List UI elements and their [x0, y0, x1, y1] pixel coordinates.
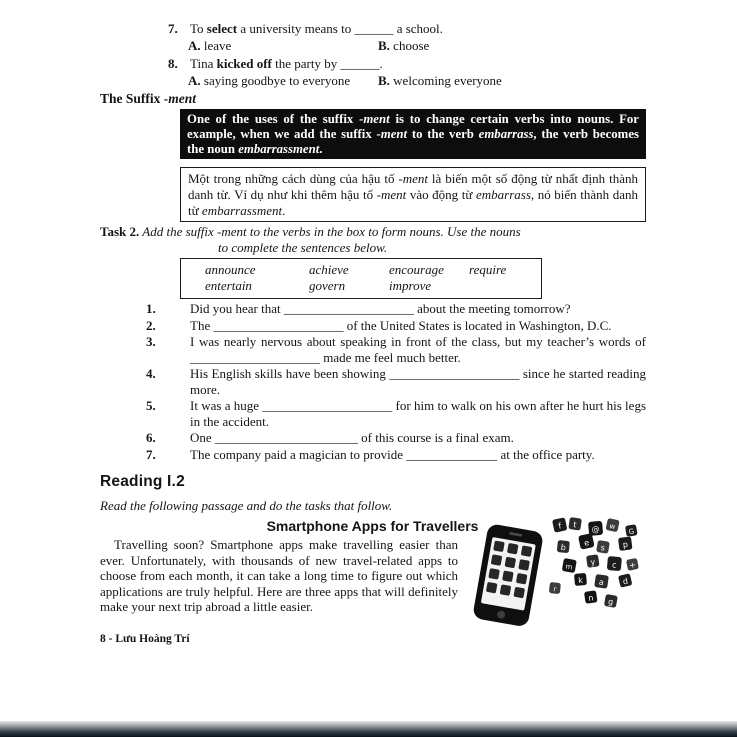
app-tile-icon: [626, 558, 639, 571]
sentence-item-5: [146, 398, 646, 429]
phone: [472, 523, 544, 627]
svg-text:+: +: [628, 560, 637, 571]
app-tile-icon: [552, 517, 567, 532]
sentence-item-4: [146, 366, 646, 397]
text-segment-italic: -ment: [376, 186, 407, 202]
text-segment-bold: select: [206, 21, 238, 36]
text-segment: .: [319, 141, 323, 156]
sentence-number: 4.: [146, 366, 156, 381]
app-tile-icon: [588, 521, 603, 536]
text-segment: One of the uses of the suffix: [187, 112, 360, 126]
section-heading-suffix-ment: [100, 91, 196, 107]
text-segment: , the verb becomes the noun: [187, 126, 639, 156]
option-a-text: leave: [200, 38, 232, 53]
sentence-number: 5.: [146, 398, 156, 413]
app-tile-icon: [586, 554, 600, 568]
app-icons-cluster: [549, 517, 639, 608]
sentence-number: 6.: [146, 430, 156, 445]
text-segment: the party by ______.: [271, 56, 383, 71]
text-segment: is to change certain verbs into nouns. For example, when we add the suffix: [187, 112, 639, 141]
question-number: 7.: [168, 21, 178, 36]
text-segment: Một trong những cách dùng của hậu tố: [188, 171, 399, 186]
text-segment-italic: -ment: [398, 171, 428, 186]
question-7-text: [168, 20, 648, 37]
sentence-number: 1.: [146, 301, 156, 316]
reading-section-heading: Reading I.2: [100, 473, 185, 490]
text-segment-italic: embarrassment: [201, 202, 283, 218]
option-b-label: B.: [378, 38, 390, 53]
svg-text:@: @: [591, 524, 601, 535]
svg-text:k: k: [577, 575, 584, 586]
passage-text: Travelling soon? Smartphone apps make travelling easier than ever. Unfortunately, with thousands of new travel-related apps to choose from each month, it can take a long time to figure out which applications are truly helpful. Here are three apps that will definitely make your next trip abroad a little easier.: [100, 537, 458, 614]
question-8: [168, 55, 648, 89]
app-tile-icon: [574, 573, 587, 586]
svg-text:f: f: [557, 521, 563, 531]
app-tile-icon: [625, 524, 638, 537]
option-a-text: saying goodbye to everyone: [200, 73, 351, 88]
option-b-text: welcoming everyone: [389, 73, 502, 88]
app-tile-icon: [596, 540, 610, 554]
question-7: [168, 20, 648, 54]
reading-instruction: Read the following passage and do the tasks that follow.: [100, 498, 393, 513]
svg-text:y: y: [589, 557, 596, 567]
app-tile-icon: [607, 556, 622, 571]
question-8-text: [168, 55, 648, 72]
app-tile-icon: [568, 517, 582, 531]
option-a: [188, 37, 378, 54]
sentence-number: 2.: [146, 317, 156, 333]
option-b: [378, 38, 429, 53]
app-tile-icon: [606, 518, 620, 532]
sentence-text: I was nearly nervous about speaking in front of the class, but my teacher’s words of ____________________ made me feel much better.: [190, 334, 646, 365]
app-tile-icon: [618, 573, 632, 587]
sentence-text: Did you hear that ____________________ about the meeting tomorrow?: [190, 301, 571, 316]
heading-suffix-italic: -ment: [163, 91, 197, 106]
sentence-item-6: [146, 430, 646, 446]
sentence-text: One ______________________ of this course is a final exam.: [190, 430, 514, 445]
app-tile-icon: [549, 582, 561, 594]
text-segment: To: [190, 21, 207, 36]
app-tile-icon: [594, 574, 609, 589]
app-tile-icon: [578, 533, 595, 550]
fill-in-sentence-list: [146, 301, 646, 463]
word-box-item: announce: [205, 262, 256, 277]
suffix-rule-vietnamese-box: [180, 167, 646, 222]
word-box-item: entertain: [205, 278, 252, 293]
text-segment: a university means to ______ a school.: [237, 21, 443, 36]
sentence-text: The ____________________ of the United States is located in Washington, D.C.: [190, 317, 612, 333]
sentence-item-1: [146, 301, 646, 317]
text-segment-italic: embarrass: [476, 186, 531, 202]
option-a: [188, 72, 378, 89]
svg-text:w: w: [608, 522, 616, 532]
task-2-label: Task 2.: [100, 224, 140, 239]
text-segment: là biến một số động từ nhất định thành danh từ. Ví dụ như khi thêm hậu tố: [188, 171, 638, 202]
sentence-item-7: [146, 446, 646, 463]
question-number: 8.: [168, 56, 178, 71]
text-segment: to the verb: [407, 126, 479, 141]
passage-title: Smartphone Apps for Travellers: [266, 518, 479, 534]
svg-text:b: b: [560, 542, 567, 553]
svg-text:g: g: [607, 597, 614, 607]
svg-text:s: s: [600, 543, 606, 553]
app-tile-icon: [604, 594, 618, 608]
sentence-text: It was a huge ____________________ for him to walk on his own after he hurt his legs in the accident.: [190, 398, 646, 429]
text-segment: , nó biến thành danh từ: [188, 186, 638, 218]
app-tile-icon: [562, 558, 577, 573]
word-box-item: require: [469, 262, 507, 277]
text-segment: .: [282, 202, 286, 218]
option-b-label: B.: [378, 73, 390, 88]
svg-text:n: n: [587, 593, 595, 603]
svg-text:G: G: [628, 527, 635, 537]
suffix-rule-english-box: [180, 109, 646, 159]
svg-text:c: c: [611, 560, 617, 570]
sentence-text: The company paid a magician to provide ______________ at the office party.: [190, 446, 595, 462]
question-7-options: [168, 37, 648, 54]
app-tile-icon: [618, 536, 632, 550]
question-8-options: [168, 72, 648, 89]
sentence-number: 3.: [146, 334, 156, 349]
word-box-item: encourage: [389, 262, 444, 277]
text-segment-italic: embarrassment: [238, 141, 320, 156]
text-segment-bold: kicked off: [216, 56, 272, 71]
heading-text: The Suffix: [100, 91, 164, 106]
word-box-item: govern: [309, 278, 346, 293]
svg-text:m: m: [564, 562, 574, 572]
word-box-empty-cell: [469, 278, 535, 294]
word-box-item: achieve: [309, 262, 349, 277]
task-2-instruction: [100, 224, 645, 255]
verb-word-box: [180, 258, 542, 299]
option-a-label: A.: [188, 73, 201, 88]
sentence-text: His English skills have been showing ____________________ since he started reading more.: [190, 366, 646, 397]
sentence-number: 7.: [146, 446, 156, 462]
word-box-item: improve: [389, 278, 432, 293]
option-b: [378, 73, 502, 88]
scan-bottom-edge: [0, 721, 737, 737]
text-segment: Tina: [190, 56, 217, 71]
text-segment-italic: -ment: [359, 112, 390, 126]
svg-text:p: p: [622, 539, 629, 550]
sentence-item-2: [146, 317, 646, 334]
app-tile-icon: [557, 540, 570, 553]
sentence-item-3: [146, 334, 646, 365]
text-segment-italic: embarrass: [478, 126, 534, 141]
task-2-line-2: to complete the sentences below.: [218, 239, 388, 255]
option-b-text: choose: [389, 38, 430, 53]
svg-text:r: r: [552, 585, 557, 594]
page-footer: 8 - Lưu Hoàng Trí: [100, 633, 190, 645]
text-segment: vào động từ: [406, 186, 476, 202]
app-tile-icon: [584, 590, 598, 604]
smartphone-apps-image: [462, 516, 640, 628]
text-segment-italic: -ment: [376, 126, 408, 141]
task-2-line-1: [100, 224, 645, 240]
option-a-label: A.: [188, 38, 201, 53]
task-2-instruction-text: Add the suffix -ment to the verbs in the box to form nouns. Use the nouns: [139, 224, 521, 239]
svg-text:a: a: [598, 577, 605, 588]
svg-text:e: e: [583, 537, 590, 548]
svg-text:d: d: [621, 576, 629, 587]
svg-text:t: t: [572, 520, 578, 530]
